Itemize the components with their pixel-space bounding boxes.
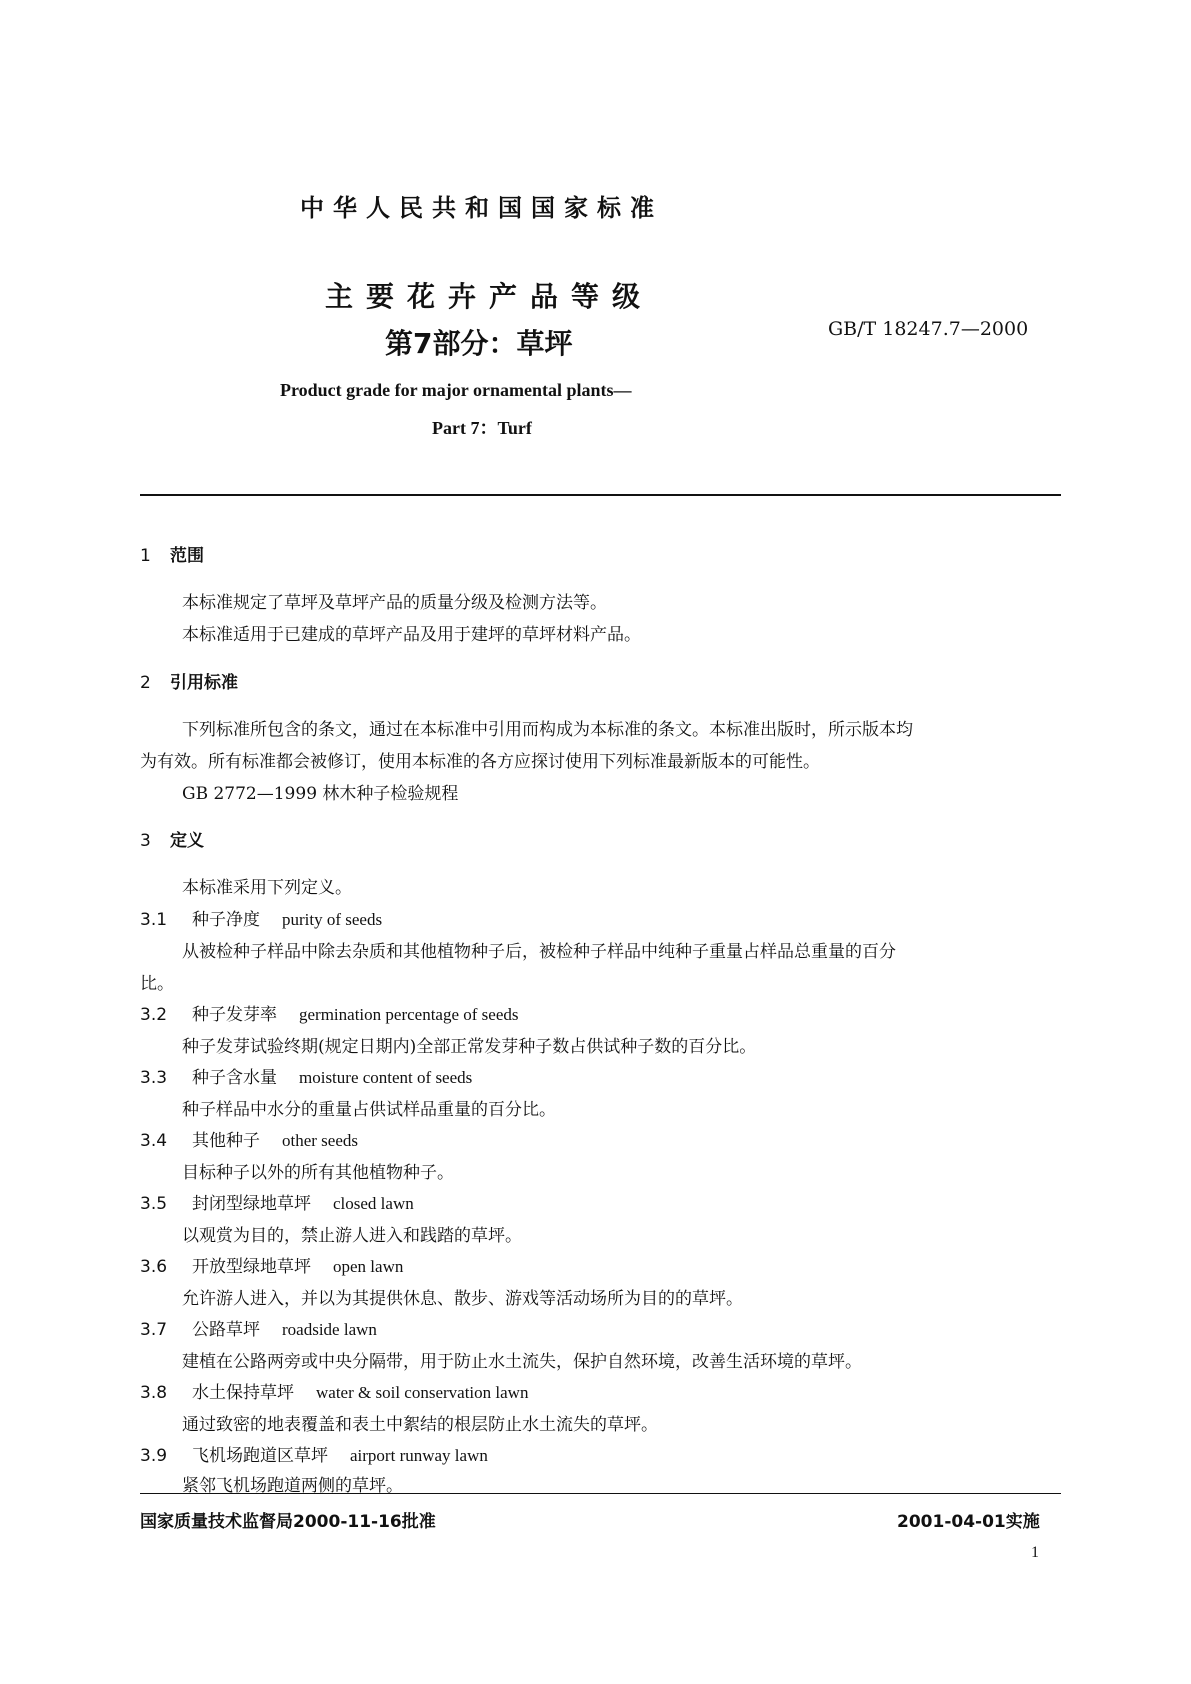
term-definition-continued: 比。 (140, 974, 174, 994)
page-number: 1 (1031, 1544, 1039, 1561)
national-standard-label: 中华人民共和国国家标准 (300, 194, 663, 222)
paragraph: 本标准适用于已建成的草坪产品及用于建坪的草坪材料产品。 (182, 625, 641, 645)
term-3-1: 3.1 种子净度 purity of seeds (140, 910, 383, 930)
term-definition: 种子样品中水分的重量占供试样品重量的百分比。 (182, 1100, 556, 1120)
term-3-9: 3.9 飞机场跑道区草坪 airport runway lawn (140, 1446, 488, 1466)
implementation-date: 2001-04-01实施 (897, 1512, 1040, 1532)
section-number: 1 (140, 546, 151, 566)
term-3-3: 3.3 种子含水量 moisture content of seeds (140, 1068, 473, 1088)
paragraph: 本标准采用下列定义。 (182, 878, 352, 898)
section-title: 范围 (170, 546, 204, 566)
section-title: 引用标准 (170, 673, 238, 693)
term-definition: 通过致密的地表覆盖和表土中絮结的根层防止水土流失的草坪。 (182, 1415, 658, 1435)
term-definition: 以观赏为目的，禁止游人进入和践踏的草坪。 (182, 1226, 522, 1246)
footer-divider (140, 1493, 1061, 1494)
term-3-5: 3.5 封闭型绿地草坪 closed lawn (140, 1194, 414, 1214)
approval-date: 国家质量技术监督局2000-11-16批准 (140, 1512, 436, 1532)
term-definition: 紧邻飞机场跑道两侧的草坪。 (182, 1476, 403, 1496)
reference-entry: GB 2772—1999 林木种子检验规程 (182, 784, 459, 804)
paragraph: 下列标准所包含的条文，通过在本标准中引用而构成为本标准的条文。本标准出版时，所示版本均 (182, 720, 913, 740)
term-3-7: 3.7 公路草坪 roadside lawn (140, 1320, 377, 1340)
standard-number: GB/T 18247.7—2000 (828, 318, 1029, 340)
header-divider (140, 494, 1061, 496)
paragraph: 本标准规定了草坪及草坪产品的质量分级及检测方法等。 (182, 593, 607, 613)
document-subtitle: 第7部分：草坪 (385, 327, 573, 360)
term-definition: 从被检种子样品中除去杂质和其他植物种子后，被检种子样品中纯种子重量占样品总重量的百分 (182, 942, 896, 962)
term-3-8: 3.8 水土保持草坪 water & soil conservation lawn (140, 1383, 529, 1403)
english-subtitle: Part 7：Turf (432, 418, 532, 438)
term-definition: 种子发芽试验终期(规定日期内)全部正常发芽种子数占供试种子数的百分比。 (182, 1037, 757, 1057)
term-3-2: 3.2 种子发芽率 germination percentage of seeds (140, 1005, 519, 1025)
document-title: 主要花卉产品等级 (325, 280, 654, 313)
term-3-6: 3.6 开放型绿地草坪 open lawn (140, 1257, 404, 1277)
section-title: 定义 (170, 831, 204, 851)
section-heading-scope (140, 541, 204, 566)
term-definition: 允许游人进入，并以为其提供休息、散步、游戏等活动场所为目的的草坪。 (182, 1289, 743, 1309)
paragraph: 为有效。所有标准都会被修订，使用本标准的各方应探讨使用下列标准最新版本的可能性。 (140, 752, 820, 772)
term-definition: 目标种子以外的所有其他植物种子。 (182, 1163, 454, 1183)
term-3-4: 3.4 其他种子 other seeds (140, 1131, 359, 1151)
english-title: Product grade for major ornamental plants— (280, 380, 632, 400)
section-heading-definitions (140, 826, 204, 851)
section-number: 2 (140, 673, 151, 693)
section-number: 3 (140, 831, 151, 851)
term-definition: 建植在公路两旁或中央分隔带，用于防止水土流失，保护自然环境，改善生活环境的草坪。 (182, 1352, 862, 1372)
section-heading-references (140, 668, 238, 693)
